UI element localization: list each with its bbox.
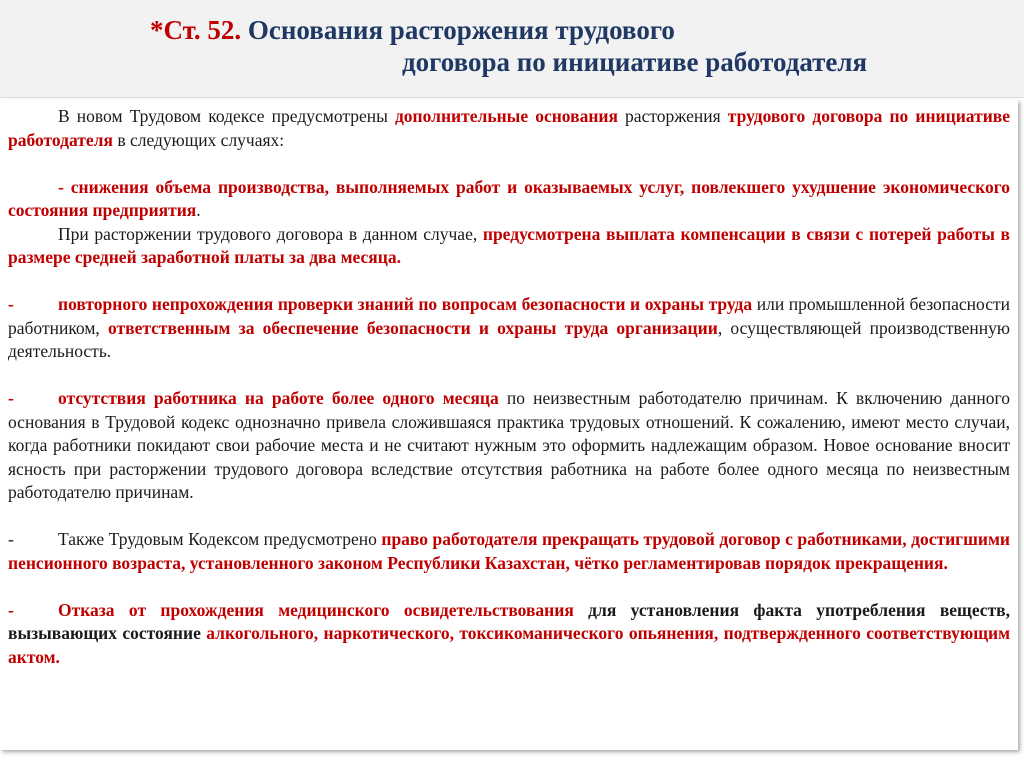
- text-run: или промышленной безопасности работником,: [8, 294, 1010, 338]
- paragraph-medical: [8, 599, 1010, 670]
- list-dash: -: [8, 294, 14, 314]
- paragraph-compensation: [8, 223, 1010, 270]
- text-run: Также Трудовым Кодексом предусмотрено: [58, 529, 382, 549]
- text-run: в следующих случаях:: [112, 129, 285, 150]
- content-frame: [0, 100, 1018, 750]
- highlight-run: повторного непрохождения проверки знаний по вопросам безопасности и охраны труда: [58, 294, 753, 314]
- highlight-run: - снижения объема производства, выполняемых работ и оказываемых услуг, повлекшего ухудшение экономического состояния предприятия: [8, 176, 1010, 220]
- slide-header: [0, 0, 1024, 98]
- text-run: расторжения: [617, 106, 728, 126]
- paragraph-absence: [8, 387, 1010, 505]
- highlight-run: Отказа от прохождения медицинского освидетельствования: [58, 599, 574, 620]
- highlight-run: ответственным за обеспечение безопасности и охраны труда организации: [108, 317, 718, 338]
- highlight-run: право работодателя прекращать трудовой договор с работниками, достигшими пенсионного возраста, установленного законом Республики Казахстан, чётко регламентировав порядок прекращения.: [8, 529, 1010, 573]
- slide-title-line-1: [150, 14, 675, 46]
- slide-title-line-2: договора по инициативе работодателя: [402, 47, 868, 77]
- paragraph-reduction: [8, 176, 1010, 223]
- title-text-1: Основания расторжения трудового: [241, 15, 675, 45]
- highlight-run: трудового договора по инициативе работодателя: [8, 106, 1011, 150]
- highlight-run: алкогольного, наркотического, токсикоманического опьянения, подтвержденного соответствующим актом.: [8, 623, 1010, 667]
- text-run: В новом Трудовом кодексе предусмотрены: [58, 106, 395, 126]
- list-dash: -: [8, 529, 14, 549]
- paragraph-retirement: [8, 528, 1010, 575]
- text-run: При расторжении трудового договора в данном случае,: [58, 223, 483, 244]
- highlight-run: отсутствия работника на работе более одного месяца: [58, 388, 499, 408]
- highlight-run: дополнительные основания: [394, 106, 618, 126]
- paragraph-intro: [8, 105, 1010, 152]
- article-number: *Ст. 52.: [150, 15, 242, 45]
- text-run: , осуществляющей производственную деятельность.: [8, 317, 1010, 361]
- text-run: .: [196, 200, 201, 220]
- list-dash: -: [8, 388, 14, 408]
- content-text: [8, 105, 1010, 669]
- list-dash: -: [8, 599, 14, 620]
- bold-run: для установления факта употребления веществ, вызывающих состояние: [8, 599, 1010, 643]
- text-run: по неизвестным работодателю причинам. К включению данного основания в Трудовой кодекс однозначно привела сложившаяся практика трудовых отношений. К сожалению, имеют место случаи, когда работники покидают свои рабочие места и не считают нужным это оформить надлежащим образом. Новое основание вносит ясность при расторжении трудового договора вследствие отсутствия работника на работе более одного месяца по неизвестным работодателю причинам.: [8, 388, 1010, 502]
- highlight-run: предусмотрена выплата компенсации в связи с потерей работы в размере средней заработной платы за два месяца.: [8, 223, 1010, 267]
- paragraph-safety-check: [8, 293, 1010, 364]
